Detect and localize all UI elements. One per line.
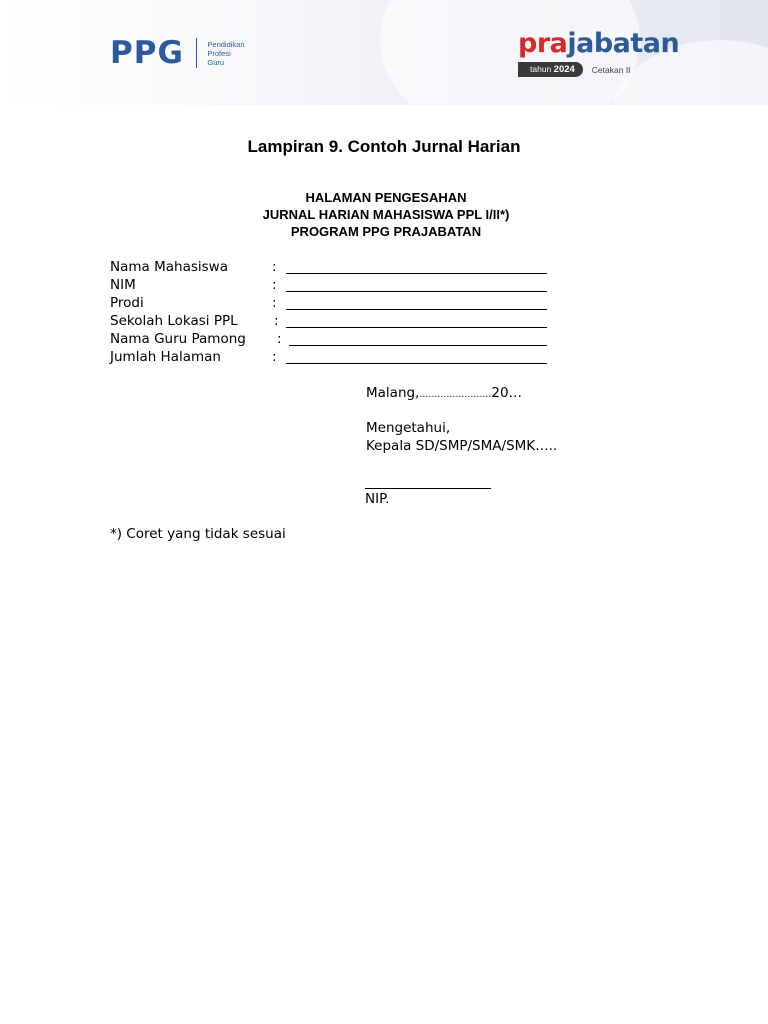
footnote: *) Coret yang tidak sesuai [110,526,286,542]
field-input-line-nama-mahasiswa[interactable] [286,273,547,274]
field-input-line-nama-guru-pamong[interactable] [289,345,547,346]
prajabatan-logo [518,28,679,77]
field-colon: : [272,277,277,293]
edition-label: Cetakan II [591,64,631,75]
date-placeholder-dots: …………………… [419,390,492,400]
field-label-nim: NIM [110,277,136,293]
field-input-line-sekolah-lokasi-ppl[interactable] [286,327,547,328]
nip-label: NIP. [365,491,390,507]
heading-line-2: JURNAL HARIAN MAHASISWA PPL I/II*) [262,207,510,222]
prajabatan-wordmark: prajabatan [518,28,680,59]
principal-position-label: Kepala SD/SMP/SMA/SMK….. [366,438,558,454]
field-label-nama-mahasiswa: Nama Mahasiswa [110,259,228,275]
ppg-logo-mark: PPG [110,35,184,71]
page-title: Lampiran 9. Contoh Jurnal Harian [247,137,521,156]
ppg-logo [110,36,245,70]
place-date-line: Malang,……………………20… [366,385,523,401]
signature-line[interactable] [365,488,491,489]
field-label-prodi: Prodi [110,295,144,311]
field-input-line-nim[interactable] [286,291,547,292]
field-colon: : [277,331,282,347]
field-colon: : [274,313,279,329]
ppg-logo-subtitle: Pendidikan Profesi Guru [207,39,245,67]
page-header-band [0,0,768,105]
heading-line-1: HALAMAN PENGESAHAN [305,190,467,205]
year-badge: tahun 2024 [518,62,583,77]
acknowledged-label: Mengetahui, [366,420,451,436]
field-colon: : [272,259,277,275]
field-label-jumlah-halaman: Jumlah Halaman [110,349,221,365]
field-colon: : [272,349,277,365]
field-input-line-jumlah-halaman[interactable] [286,363,547,364]
field-input-line-prodi[interactable] [286,309,547,310]
field-label-nama-guru-pamong: Nama Guru Pamong [110,331,246,347]
field-label-sekolah-lokasi-ppl: Sekolah Lokasi PPL [110,313,238,329]
field-colon: : [272,295,277,311]
logo-divider [196,38,198,68]
heading-line-3: PROGRAM PPG PRAJABATAN [290,224,482,239]
